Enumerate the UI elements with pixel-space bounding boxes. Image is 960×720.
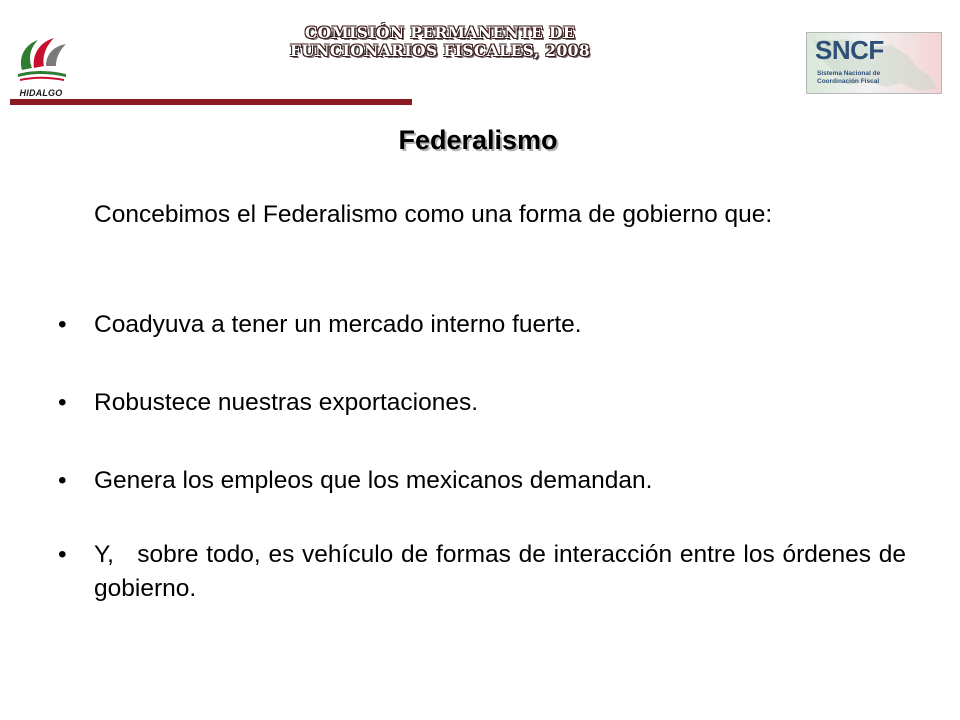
bullet-text: Coadyuva a tener un mercado interno fuerte.: [94, 311, 582, 338]
intro-paragraph: Concebimos el Federalismo como una forma de gobierno que:: [94, 201, 773, 228]
header-title: [200, 24, 680, 60]
bullet-glyph: •: [58, 311, 67, 338]
sncf-logo-line2: Coordinación Fiscal: [817, 78, 880, 85]
sncf-logo: [806, 32, 942, 94]
hidalgo-logo: [8, 30, 74, 106]
header-title-line2: FUNCIONARIOS FISCALES, 2008: [289, 41, 591, 60]
sncf-logo-abbr: SNCF: [815, 35, 884, 65]
header-title-line1: COMISIÓN PERMANENTE DE: [304, 23, 576, 42]
bullet-glyph: •: [58, 541, 67, 568]
header-divider: [10, 99, 412, 105]
hidalgo-logo-text: HIDALGO: [19, 88, 63, 98]
hidalgo-logo-icon: [8, 30, 74, 88]
bullet-text: Genera los empleos que los mexicanos demandan.: [94, 467, 653, 494]
bullet-text: Y, sobre todo, es vehículo de formas de interacción entre los órdenes de gobierno.: [94, 541, 913, 602]
slide-title: Federalismo: [398, 125, 558, 155]
bullet-glyph: •: [58, 467, 67, 494]
bullet-text: Robustece nuestras exportaciones.: [94, 389, 479, 416]
bullet-glyph: •: [58, 389, 67, 416]
sncf-logo-line1: Sistema Nacional de: [817, 70, 881, 77]
